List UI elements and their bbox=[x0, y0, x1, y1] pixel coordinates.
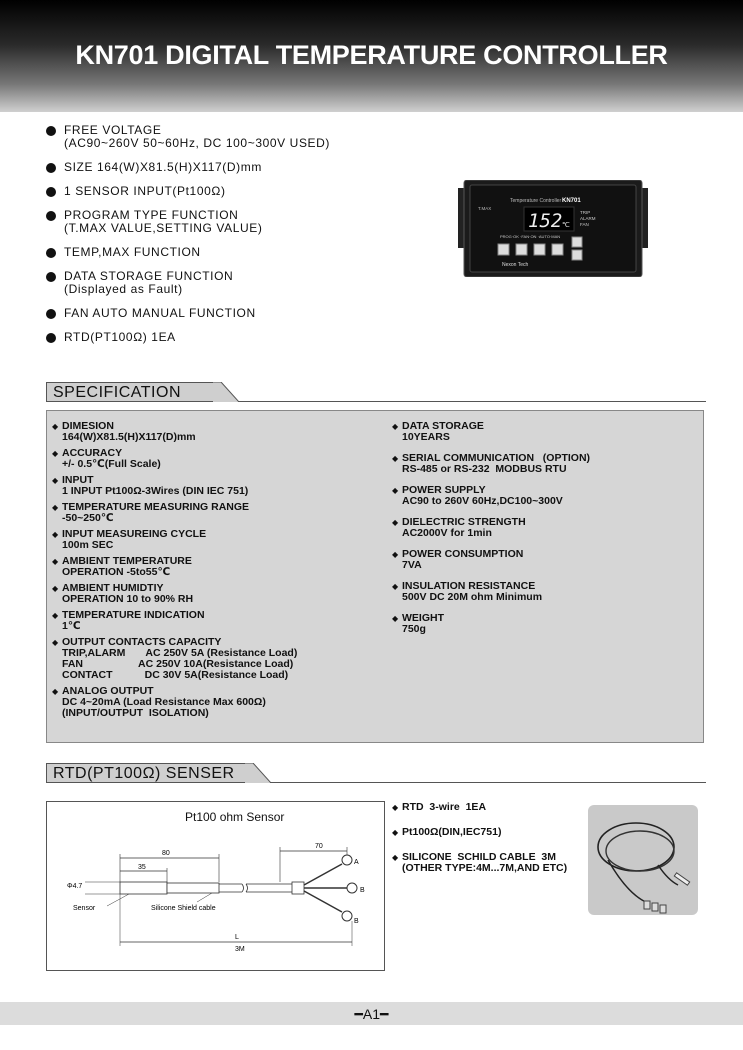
feature-item: RTD(PT100Ω) 1EA bbox=[46, 331, 436, 344]
spec-item: ◆ DATA STORAGE 10YEARS bbox=[392, 421, 692, 443]
feature-item: 1 SENSOR INPUT(Pt100Ω) bbox=[46, 185, 436, 198]
length-value: 3M bbox=[235, 946, 245, 953]
device-button bbox=[498, 244, 509, 255]
bullet-icon bbox=[46, 187, 56, 197]
feature-item: DATA STORAGE FUNCTION (Displayed as Fault) bbox=[46, 270, 436, 296]
length-label: L bbox=[235, 934, 239, 941]
spec-item: ◆ POWER CONSUMPTION 7VA bbox=[392, 549, 692, 571]
spec-panel bbox=[46, 410, 704, 743]
device-button bbox=[552, 244, 563, 255]
spec-item: ◆ DIELECTRIC STRENGTH AC2000V for 1min bbox=[392, 517, 692, 539]
bullet-icon bbox=[46, 211, 56, 221]
spec-item: ◆ POWER SUPPLY AC90 to 260V 60Hz,DC100~300V bbox=[392, 485, 692, 507]
spec-section-title: SPECIFICATION bbox=[46, 382, 706, 402]
spec-item: ◆ INPUT MEASUREING CYCLE 100m SEC bbox=[52, 529, 392, 551]
dim-35: 35 bbox=[138, 864, 146, 871]
spec-item: ◆ AMBIENT TEMPERATURE OPERATION -5to55℃ bbox=[52, 556, 392, 578]
rtd-section-title: RTD(PT100Ω) SENSER bbox=[46, 763, 706, 783]
section-rule bbox=[270, 782, 706, 783]
diagram-title: Pt100 ohm Sensor bbox=[185, 810, 285, 824]
dim-80: 80 bbox=[162, 850, 170, 857]
sensor-diagram-box bbox=[46, 801, 385, 971]
sensor-spec-item: ◆ RTD 3-wire 1EA bbox=[392, 802, 582, 813]
bullet-icon bbox=[46, 163, 56, 173]
sensor-spec-item: ◆ Pt100Ω(DIN,IEC751) bbox=[392, 827, 582, 838]
page-number: ━A1━ bbox=[354, 1006, 389, 1022]
sensor-spec-item: ◆ SILICONE SCHILD CABLE 3M (OTHER TYPE:4M...7M,AND ETC) bbox=[392, 852, 582, 874]
bullet-icon bbox=[46, 272, 56, 282]
feature-item: FREE VOLTAGE (AC90~260V 50~60Hz, DC 100~300V USED) bbox=[46, 124, 436, 150]
bullet-icon bbox=[46, 248, 56, 258]
dim-70: 70 bbox=[315, 843, 323, 850]
spec-item: ◆ ACCURACY +/- 0.5℃(Full Scale) bbox=[52, 448, 392, 470]
spec-item: ◆ SERIAL COMMUNICATION (OPTION) RS-485 or RS-232 MODBUS RTU bbox=[392, 453, 692, 475]
spec-item: ◆ ANALOG OUTPUT DC 4~20mA (Load Resistance Max 600Ω) (INPUT/OUTPUT ISOLATION) bbox=[52, 686, 392, 719]
device-model: KN701 bbox=[562, 198, 581, 204]
spec-item: ◆ WEIGHT 750g bbox=[392, 613, 692, 635]
tab-slant bbox=[213, 382, 239, 402]
device-label: Temperature Controller bbox=[510, 198, 562, 204]
feature-item: SIZE 164(W)X81.5(H)X117(D)mm bbox=[46, 161, 436, 174]
spec-item: ◆ INPUT 1 INPUT Pt100Ω-3Wires (DIN IEC 751) bbox=[52, 475, 392, 497]
bullet-icon bbox=[46, 333, 56, 343]
device-button bbox=[534, 244, 545, 255]
sensor-label: Sensor bbox=[73, 905, 96, 912]
sensor-diagram bbox=[47, 802, 384, 970]
feature-item: TEMP,MAX FUNCTION bbox=[46, 246, 436, 259]
brand-label: Nexon Tech bbox=[502, 262, 529, 268]
diameter-label: Φ4.7 bbox=[67, 883, 83, 890]
cable-label: Silicone Shield cable bbox=[151, 905, 216, 912]
terminal-lug bbox=[347, 883, 357, 893]
terminal-a-label: A bbox=[354, 859, 359, 866]
bullet-icon bbox=[46, 309, 56, 319]
alarm-led: ALARM bbox=[580, 216, 596, 221]
controller-device-image bbox=[458, 180, 648, 277]
page-footer bbox=[0, 1002, 743, 1025]
spec-item: ◆ OUTPUT CONTACTS CAPACITY TRIP,ALARM AC 250V 5A (Resistance Load) FAN AC 250V 10A(Resistance Load) CONTACT DC 30V 5A(Resistance Load) bbox=[52, 637, 392, 681]
unit-label: ℃ bbox=[562, 222, 570, 229]
tab-slant bbox=[245, 763, 271, 783]
sensor-probe bbox=[120, 882, 167, 894]
sensor-spec-list bbox=[392, 802, 582, 888]
device-button bbox=[516, 244, 527, 255]
sensor-cable-photo bbox=[588, 805, 698, 915]
bullet-icon bbox=[46, 126, 56, 136]
section-rule bbox=[238, 401, 706, 402]
page-title: KN701 DIGITAL TEMPERATURE CONTROLLER bbox=[75, 40, 668, 70]
spec-item: ◆ TEMPERATURE MEASURING RANGE -50~250℃ bbox=[52, 502, 392, 524]
terminal-b-label: B bbox=[360, 887, 365, 894]
feature-item: FAN AUTO MANUAL FUNCTION bbox=[46, 307, 436, 320]
terminal-b-label: B bbox=[354, 918, 359, 925]
feature-item: PROGRAM TYPE FUNCTION (T.MAX VALUE,SETTING VALUE) bbox=[46, 209, 436, 235]
spec-item: ◆ AMBIENT HUMIDTIY OPERATION 10 to 90% RH bbox=[52, 583, 392, 605]
feature-list bbox=[46, 124, 436, 355]
spec-item: ◆ DIMESION 164(W)X81.5(H)X117(D)mm bbox=[52, 421, 392, 443]
device-up-button bbox=[572, 237, 582, 247]
spec-right-column bbox=[392, 421, 692, 641]
temp-display: 152 bbox=[528, 210, 563, 232]
header-banner bbox=[0, 0, 743, 112]
probe-sleeve bbox=[167, 883, 219, 893]
device-down-button bbox=[572, 250, 582, 260]
terminal-lug bbox=[342, 911, 352, 921]
fan-led: FAN bbox=[580, 222, 589, 227]
terminal-lug bbox=[342, 855, 352, 865]
tmax-label: T.MAX bbox=[478, 206, 492, 211]
spec-item: ◆ TEMPERATURE INDICATION 1℃ bbox=[52, 610, 392, 632]
mode-text: PROG·OK ·FAN·ON ·AUTO·MAN bbox=[500, 234, 561, 239]
trip-led: TRIP bbox=[580, 210, 591, 215]
spec-left-column bbox=[52, 421, 392, 725]
spec-item: ◆ INSULATION RESISTANCE 500V DC 20M ohm Minimum bbox=[392, 581, 692, 603]
